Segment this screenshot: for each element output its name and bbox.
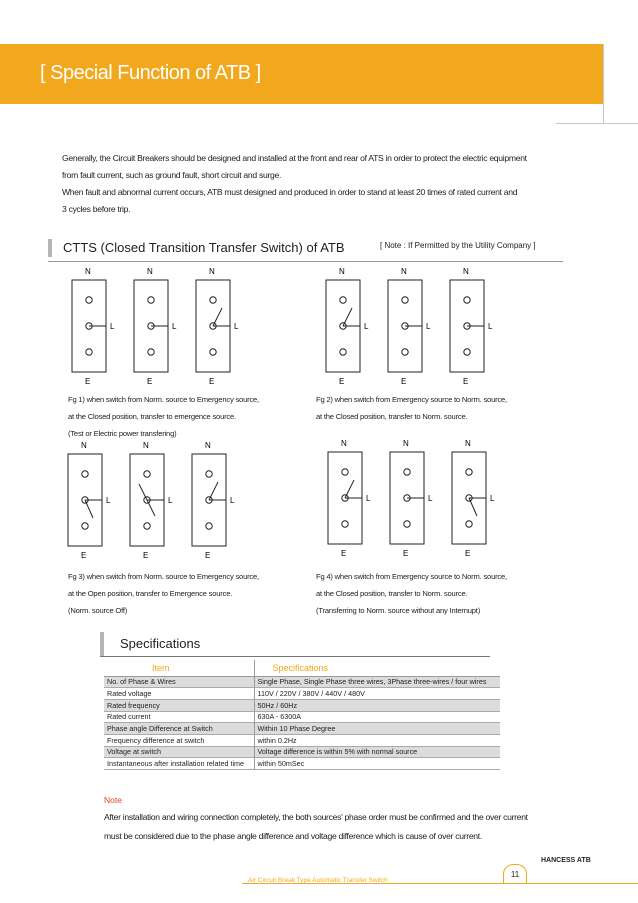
switch-unit xyxy=(388,267,431,386)
terminal-label-l: L xyxy=(234,322,239,331)
table-cell-spec: Voltage difference is within 5% with normal source xyxy=(254,746,500,758)
terminal-label-n: N xyxy=(465,439,471,448)
figure-3-caption: Fg 3) when switch from Norm. source to Emergency source, at the Open position, transfer to Emergence source. (Norm. source Off) xyxy=(68,572,259,615)
contact-point xyxy=(82,471,88,477)
terminal-label-n: N xyxy=(81,441,87,450)
terminal-label-l: L xyxy=(110,322,115,331)
terminal-label-n: N xyxy=(85,267,91,276)
switch-blade xyxy=(345,480,354,498)
contact-point xyxy=(466,521,472,527)
contact-point xyxy=(340,297,346,303)
figure-3-diagram xyxy=(58,436,258,567)
switch-diagram-svg xyxy=(318,434,518,560)
table-cell-spec: 110V / 220V / 380V / 440V / 480V xyxy=(254,688,500,700)
contact-point xyxy=(86,297,92,303)
contact-point xyxy=(402,349,408,355)
table-row xyxy=(104,746,500,758)
contact-point xyxy=(86,349,92,355)
figure-4-diagram xyxy=(318,434,518,565)
terminal-label-e: E xyxy=(465,549,471,558)
figure-2-diagram xyxy=(316,262,516,393)
table-cell-item: Rated voltage xyxy=(104,688,254,700)
terminal-label-l: L xyxy=(172,322,177,331)
contact-point xyxy=(206,471,212,477)
intro-paragraph xyxy=(62,150,582,218)
switch-unit xyxy=(196,267,239,386)
terminal-label-l: L xyxy=(364,322,369,331)
switch-diagram-svg xyxy=(316,262,516,388)
table-header-row xyxy=(104,660,500,676)
terminal-label-e: E xyxy=(463,377,469,386)
terminal-label-n: N xyxy=(143,441,149,450)
contact-point xyxy=(206,523,212,529)
intro-line: When fault and abnormal current occurs, ATB must designed and produced in order to stand at least 20 times of rated current and xyxy=(62,187,518,197)
switch-unit xyxy=(134,267,177,386)
table-cell-item: Phase angle Difference at Switch xyxy=(104,723,254,735)
terminal-label-n: N xyxy=(209,267,215,276)
intro-line: from fault current, such as ground fault, short circuit and surge. xyxy=(62,170,282,180)
switch-blade xyxy=(209,482,218,500)
note-label: Note xyxy=(104,795,122,805)
terminal-label-e: E xyxy=(339,377,345,386)
table-row xyxy=(104,758,500,770)
terminal-label-n: N xyxy=(205,441,211,450)
switch-unit xyxy=(130,441,173,560)
terminal-label-n: N xyxy=(339,267,345,276)
footer-subtitle: Air Circuit Break Type Automatic Transfer Switch xyxy=(248,877,388,884)
table-row xyxy=(104,723,500,735)
terminal-label-l: L xyxy=(490,494,495,503)
terminal-label-l: L xyxy=(366,494,371,503)
contact-point xyxy=(82,523,88,529)
table-cell-spec: Within 10 Phase Degree xyxy=(254,723,500,735)
contact-point xyxy=(210,349,216,355)
table-row xyxy=(104,688,500,700)
figure-1-caption: Fg 1) when switch from Norm. source to Emergency source, at the Closed position, transfer to emergence source. (Test or Electric power transfering) xyxy=(68,395,259,438)
page-number: 11 xyxy=(503,864,527,884)
table-cell-item: Instantaneous after installation related time xyxy=(104,758,254,770)
table-row xyxy=(104,676,500,688)
specifications-heading xyxy=(100,632,490,656)
title-banner xyxy=(0,44,603,104)
switch-blade xyxy=(147,500,155,516)
specifications-title: Specifications xyxy=(120,636,201,651)
switch-blade xyxy=(343,308,352,326)
contact-point xyxy=(148,297,154,303)
section-title: CTTS (Closed Transition Transfer Switch) of ATB xyxy=(48,239,345,257)
note-text: After installation and wiring connection completely, the both sources' phase order must be confirmed and the over current must be considered due to the phase angle difference and voltage difference which is cause of over current. xyxy=(104,812,528,841)
switch-unit xyxy=(68,441,111,560)
terminal-label-n: N xyxy=(403,439,409,448)
terminal-label-e: E xyxy=(147,377,153,386)
switch-diagram-svg xyxy=(62,262,262,388)
contact-point xyxy=(210,297,216,303)
table-cell-item: Rated current xyxy=(104,711,254,723)
page-title: [ Special Function of ATB ] xyxy=(40,62,261,84)
terminal-label-n: N xyxy=(463,267,469,276)
switch-unit xyxy=(328,439,371,558)
contact-point xyxy=(144,471,150,477)
contact-point xyxy=(144,523,150,529)
terminal-label-n: N xyxy=(147,267,153,276)
table-cell-spec: 50Hz / 60Hz xyxy=(254,699,500,711)
terminal-label-e: E xyxy=(209,377,215,386)
table-cell-spec: Single Phase, Single Phase three wires, 3Phase three-wires / four wires xyxy=(254,676,500,688)
switch-blade xyxy=(213,308,222,326)
switch-unit xyxy=(390,439,433,558)
decor-line xyxy=(556,123,638,124)
table-cell-item: Rated frequency xyxy=(104,699,254,711)
terminal-label-e: E xyxy=(85,377,91,386)
table-cell-item: No. of Phase & Wires xyxy=(104,676,254,688)
terminal-label-e: E xyxy=(341,549,347,558)
table-cell-spec: within 50mSec xyxy=(254,758,500,770)
decor-line xyxy=(603,44,604,124)
terminal-label-n: N xyxy=(341,439,347,448)
switch-unit xyxy=(192,441,235,560)
contact-point xyxy=(342,469,348,475)
contact-point xyxy=(404,521,410,527)
contact-point xyxy=(148,349,154,355)
terminal-label-n: N xyxy=(401,267,407,276)
table-cell-item: Voltage at switch xyxy=(104,746,254,758)
contact-point xyxy=(340,349,346,355)
switch-blade xyxy=(85,500,93,518)
table-cell-spec: 630A - 6300A xyxy=(254,711,500,723)
column-header-item: Item xyxy=(104,660,254,676)
terminal-label-e: E xyxy=(401,377,407,386)
switch-blade xyxy=(139,484,147,500)
terminal-label-l: L xyxy=(106,496,111,505)
footer-brand: HANCESS ATB xyxy=(541,857,591,864)
terminal-label-l: L xyxy=(488,322,493,331)
spec-rule xyxy=(100,656,490,657)
contact-point xyxy=(342,521,348,527)
figure-1-diagram xyxy=(62,262,262,393)
contact-point xyxy=(464,349,470,355)
terminal-label-l: L xyxy=(168,496,173,505)
terminal-label-e: E xyxy=(143,551,149,560)
contact-point xyxy=(402,297,408,303)
switch-unit xyxy=(72,267,115,386)
intro-line: 3 cycles before trip. xyxy=(62,204,131,214)
switch-unit xyxy=(326,267,369,386)
table-cell-spec: within 0.2Hz xyxy=(254,734,500,746)
contact-point xyxy=(404,469,410,475)
terminal-label-e: E xyxy=(403,549,409,558)
column-header-spec: Specifications xyxy=(254,660,500,676)
terminal-label-e: E xyxy=(205,551,211,560)
specifications-table xyxy=(104,660,500,770)
terminal-label-l: L xyxy=(426,322,431,331)
utility-note: [ Note : If Permitted by the Utility Company ] xyxy=(380,241,536,250)
figure-4-caption: Fg 4) when switch from Emergency source to Norm. source, at the Closed position, transfer to Norm. source. (Transferring to Norm. source without any Internupt) xyxy=(316,572,507,615)
table-row xyxy=(104,734,500,746)
table-row xyxy=(104,699,500,711)
switch-unit xyxy=(450,267,493,386)
terminal-label-e: E xyxy=(81,551,87,560)
table-row xyxy=(104,711,500,723)
intro-line: Generally, the Circuit Breakers should be designed and installed at the front and rear of ATS in order to protect the electric equipment xyxy=(62,153,527,163)
contact-point xyxy=(466,469,472,475)
terminal-label-l: L xyxy=(428,494,433,503)
contact-point xyxy=(464,297,470,303)
switch-diagram-svg xyxy=(58,436,258,562)
switch-blade xyxy=(469,498,477,516)
table-cell-item: Frequency difference at switch xyxy=(104,734,254,746)
figure-2-caption: Fg 2) when switch from Emergency source to Norm. source, at the Closed position, transfer to Norm. source. xyxy=(316,395,507,421)
switch-unit xyxy=(452,439,495,558)
terminal-label-l: L xyxy=(230,496,235,505)
